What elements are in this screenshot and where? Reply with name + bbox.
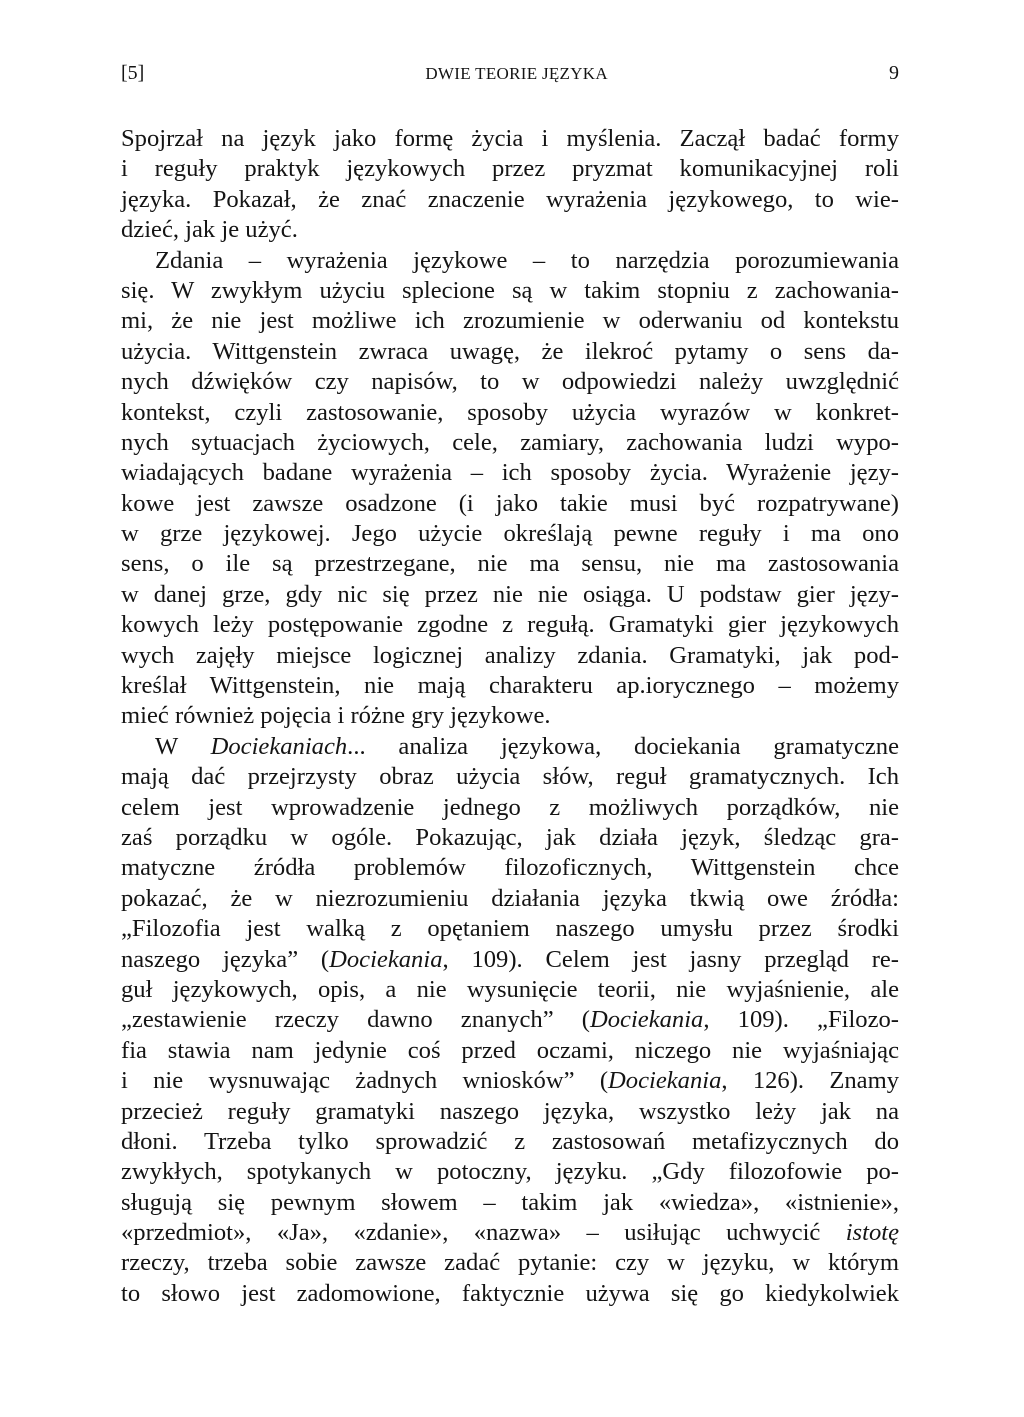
text-line (121, 762, 899, 792)
section-reference: [5] (121, 62, 145, 84)
italic-text: istotę (845, 1219, 899, 1247)
text-line (121, 276, 899, 306)
text-line (121, 823, 899, 853)
text-segment: mają dać przejrzysty obraz użycia słów, reguł gramatycznych. Ich (121, 763, 899, 791)
text-segment: mieć również pojęcia i różne gry językowe. (121, 702, 551, 730)
text-line (121, 853, 899, 883)
text-line (121, 580, 899, 610)
italic-text: Dociekaniach (210, 732, 348, 760)
text-line (121, 154, 899, 184)
text-line (121, 793, 899, 823)
body-text (121, 124, 899, 1309)
text-line (121, 215, 899, 245)
text-line (121, 945, 899, 975)
text-line (121, 641, 899, 671)
text-line (121, 884, 899, 914)
text-segment: , 126). Znamy (721, 1067, 899, 1095)
text-line (121, 519, 899, 549)
text-segment: i nie wysnuwając żadnych wniosków” ( (121, 1067, 609, 1095)
text-line (121, 732, 899, 762)
page-number: 9 (889, 62, 899, 84)
text-segment: zwykłych, spotykanych w potoczny, języku. „Gdy filozofowie po- (121, 1158, 899, 1186)
text-line (121, 458, 899, 488)
italic-text: Dociekania (608, 1067, 722, 1095)
text-line (121, 1005, 899, 1035)
text-segment: w danej grze, gdy nic się przez nie nie osiąga. U podstaw gier języ- (121, 580, 899, 608)
text-segment: guł językowych, opis, a nie wysunięcie teorii, nie wyjaśnienie, ale (121, 975, 899, 1003)
text-segment: ... analiza językowa, dociekania gramatyczne (347, 732, 900, 760)
text-segment: «przedmiot», «Ja», «zdanie», «nazwa» – usiłując uchwycić (121, 1219, 846, 1247)
text-segment: sługują się pewnym słowem – takim jak «wiedza», «istnienie», (121, 1188, 899, 1216)
text-segment: kowe jest zawsze osadzone (i jako takie musi być rozpatrywane) (121, 489, 899, 517)
text-line (121, 1157, 899, 1187)
text-segment: sens, o ile są przestrzegane, nie ma sensu, nie ma zastosowania (121, 550, 899, 578)
text-segment: się. W zwykłym użyciu splecione są w takim stopniu z zachowania- (121, 276, 899, 304)
text-segment: przecież reguły gramatyki naszego języka, wszystko leży jak na (121, 1097, 899, 1125)
text-segment: mi, że nie jest możliwe ich zrozumienie w oderwaniu od kontekstu (121, 307, 899, 335)
text-line (121, 549, 899, 579)
text-segment: Spojrzał na język jako formę życia i myślenia. Zaczął badać formy (121, 125, 899, 152)
text-segment: nych dźwięków czy napisów, to w odpowiedzi należy uwzględnić (121, 368, 899, 396)
text-line (121, 1218, 899, 1248)
text-segment: , 109). „Filozo- (703, 1006, 899, 1034)
text-segment: wiadających badane wyrażenia – ich sposoby życia. Wyrażenie języ- (121, 459, 899, 487)
text-segment: dzieć, jak je użyć. (121, 216, 298, 244)
text-line (121, 1279, 899, 1309)
text-line (121, 398, 899, 428)
text-segment: naszego języka” ( (121, 945, 330, 973)
text-line (121, 337, 899, 367)
text-line (121, 701, 899, 731)
text-line (121, 306, 899, 336)
text-segment: celem jest wprowadzenie jednego z możliwych porządków, nie (121, 793, 899, 821)
text-segment: dłoni. Trzeba tylko sprowadzić z zastosowań metafizycznych do (121, 1127, 899, 1155)
text-line (121, 914, 899, 944)
text-line (121, 975, 899, 1005)
text-segment: rzeczy, trzeba sobie zawsze zadać pytanie: czy w języku, w którym (121, 1249, 899, 1277)
text-segment: matyczne źródła problemów filozoficznych, Wittgenstein chce (121, 854, 899, 882)
text-segment: kontekst, czyli zastosowanie, sposoby użycia wyrazów w konkret- (121, 398, 899, 426)
text-segment: kowych leży postępowanie zgodne z regułą. Gramatyki gier językowych (121, 611, 899, 639)
text-line (121, 185, 899, 215)
text-line (121, 1127, 899, 1157)
book-page (121, 62, 899, 1309)
text-line (121, 1097, 899, 1127)
text-segment: nych sytuacjach życiowych, cele, zamiary, zachowania ludzi wypo- (121, 428, 899, 456)
text-segment: fia stawia nam jedynie coś przed oczami, niczego nie wyjaśniając (121, 1036, 899, 1064)
running-title: DWIE TEORIE JĘZYKA (425, 64, 608, 83)
text-line (121, 246, 899, 276)
text-segment: , 109). Celem jest jasny przegląd re- (442, 945, 899, 973)
text-segment: użycia. Wittgenstein zwraca uwagę, że ilekroć pytamy o sens da- (121, 337, 899, 365)
text-segment: to słowo jest zadomowione, faktycznie używa się go kiedykolwiek (121, 1279, 899, 1307)
text-line (121, 1036, 899, 1066)
text-segment: i reguły praktyk językowych przez pryzmat komunikacyjnej roli (121, 155, 899, 183)
text-segment: wych zajęły miejsce logicznej analizy zdania. Gramatyki, jak pod- (121, 641, 899, 669)
text-segment: Zdania – wyrażenia językowe – to narzędzia porozumiewania (155, 246, 899, 274)
text-line (121, 428, 899, 458)
text-segment: W (155, 732, 211, 760)
text-line (121, 1188, 899, 1218)
text-line (121, 610, 899, 640)
text-line (121, 1248, 899, 1278)
text-segment: „zestawienie rzeczy dawno znanych” ( (121, 1006, 590, 1034)
text-segment: pokazać, że w niezrozumieniu działania języka tkwią owe źródła: (121, 884, 899, 912)
text-line (121, 489, 899, 519)
text-segment: „Filozofia jest walką z opętaniem naszego umysłu przez środki (121, 915, 899, 943)
text-line (121, 124, 899, 154)
text-segment: zaś porządku w ogóle. Pokazując, jak działa język, śledząc gra- (121, 823, 899, 851)
italic-text: Dociekania (589, 1006, 704, 1034)
text-segment: w grze językowej. Jego użycie określają pewne reguły i ma ono (121, 520, 899, 548)
italic-text: Dociekania (329, 945, 443, 973)
text-segment: języka. Pokazał, że znać znaczenie wyrażenia językowego, to wie- (121, 185, 899, 213)
text-line (121, 671, 899, 701)
text-segment: kreślał Wittgenstein, nie mają charakteru ap.iorycznego – możemy (121, 672, 899, 700)
text-line (121, 1066, 899, 1096)
text-line (121, 367, 899, 397)
running-header (121, 62, 899, 98)
